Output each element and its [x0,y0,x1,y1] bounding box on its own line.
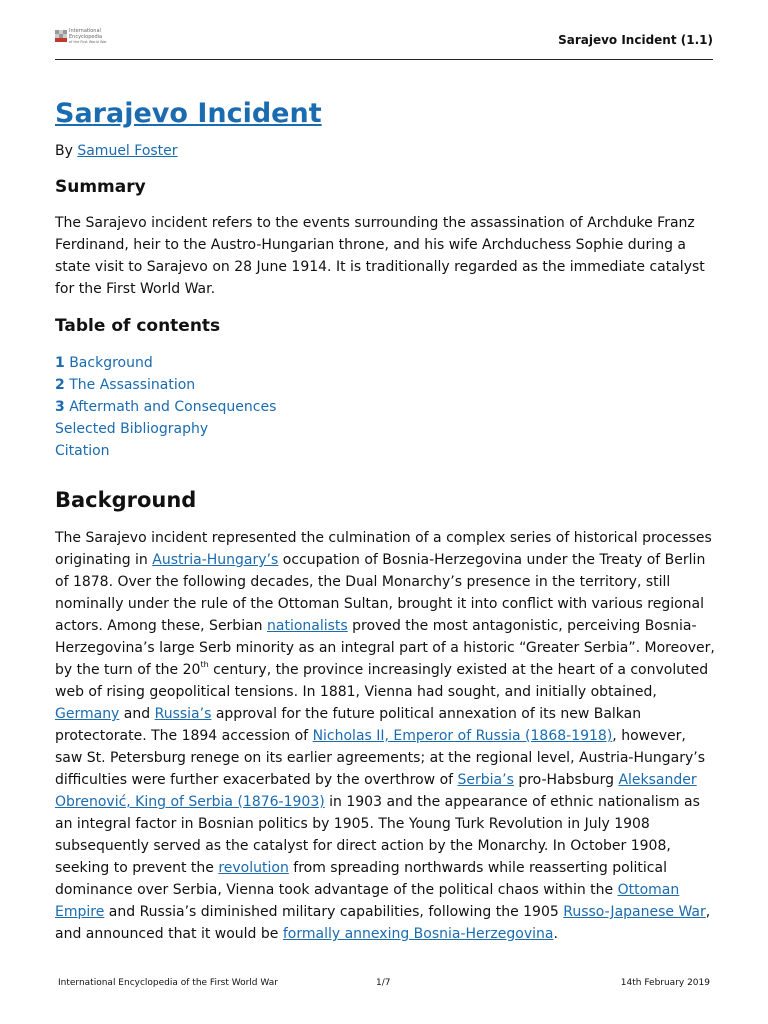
document-title-header: Sarajevo Incident (1.1) [558,33,713,47]
page-header [55,28,713,60]
link-russia[interactable]: Russia’s [154,706,212,722]
background-paragraph: The Sarajevo incident represented the culmination of a complex series of historical processes originating in Austria-Hungary’s occupation of Bosnia-Herzegovina under the Treaty of Berlin of 1878. Over the following decades, the Dual Monarchy’s presence in the territory, still nominally under the rule of the Ottoman Sultan, brought it into conflict with various regional actors. Among these, Serbian nationalists proved the most antagonistic, perceiving Bosnia-Herzegovina’s large Serb minority as an integral part of a historic “Greater Serbia”. Moreover, by the turn of the 20th century, the province increasingly existed at the heart of a convoluted web of rising geopolitical tensions. In 1881, Vienna had sought, and initially obtained, Germany and Russia’s approval for the future political annexation of its new Balkan protectorate. The 1894 accession of Nicholas II, Emperor of Russia (1868-1918), however, saw St. Petersburg renege on its earlier agreements; at the regional level, Austria-Hungary’s difficulties were further exacerbated by the overthrow of Serbia’s pro-Habsburg Aleksander Obrenović, King of Serbia (1876-1903) in 1903 and the appearance of ethnic nationalism as an integral factor in Bosnian politics by 1905. The Young Turk Revolution in July 1908 subsequently served as the catalyst for direct action by the Monarchy. In October 1908, seeking to prevent the revolution from spreading northwards while reasserting political dominance over Serbia, Vienna took advantage of the political chaos within the Ottoman Empire and Russia’s diminished military capabilities, following the 1905 Russo-Japanese War, and announced that it would be formally annexing Bosnia-Herzegovina. [55,530,715,942]
by-prefix: By [55,143,73,159]
link-austria-hungary[interactable]: Austria-Hungary’s [152,552,279,568]
link-russo-japanese-war[interactable]: Russo-Japanese War [563,904,706,920]
summary-text: The Sarajevo incident refers to the events surrounding the assassination of Archduke Franz Ferdinand, heir to the Austro-Hungarian throne, and his wife Archduchess Sophie during a state visit to Sarajevo on 28 June 1914. It is traditionally regarded as the immediate catalyst for the First World War. [55,215,705,297]
link-annexing-bosnia[interactable]: formally annexing Bosnia-Herzegovina [282,926,554,942]
footer-date: 14th February 2019 [620,978,710,988]
encyclopedia-logo[interactable] [55,30,107,46]
link-nicholas-ii[interactable]: Nicholas II, Emperor of Russia (1868-1918) [312,728,613,744]
toc-item-aftermath[interactable]: 3 Aftermath and Consequences [55,399,277,415]
toc-item-bibliography[interactable]: Selected Bibliography [55,421,209,437]
logo-text: International Encyclopedia of the First World War [69,28,107,44]
toc-item-citation[interactable]: Citation [55,443,110,459]
link-aleksander-obrenovic[interactable]: Aleksander Obrenović, King of Serbia (1876-1903) [55,772,697,810]
superscript-th: th [200,660,209,669]
byline [55,142,178,160]
footer-publication: International Encyclopedia of the First World War [58,978,278,988]
link-nationalists[interactable]: nationalists [267,618,348,634]
article-title[interactable]: Sarajevo Incident [55,98,322,129]
link-serbia[interactable]: Serbia’s [457,772,514,788]
page-footer [58,978,710,990]
table-of-contents [55,352,276,462]
author-link[interactable]: Samuel Foster [77,143,178,159]
toc-heading: Table of contents [55,316,221,336]
summary-heading: Summary [55,177,146,197]
footer-page-number: 1/7 [376,978,391,988]
link-germany[interactable]: Germany [55,706,120,722]
link-revolution[interactable]: revolution [218,860,289,876]
section-heading-background: Background [55,488,197,512]
toc-item-assassination[interactable]: 2 The Assassination [55,377,196,393]
link-ottoman-empire[interactable]: Ottoman Empire [55,882,680,920]
toc-item-background[interactable]: 1 Background [55,355,153,371]
logo-mark-icon [55,30,67,44]
